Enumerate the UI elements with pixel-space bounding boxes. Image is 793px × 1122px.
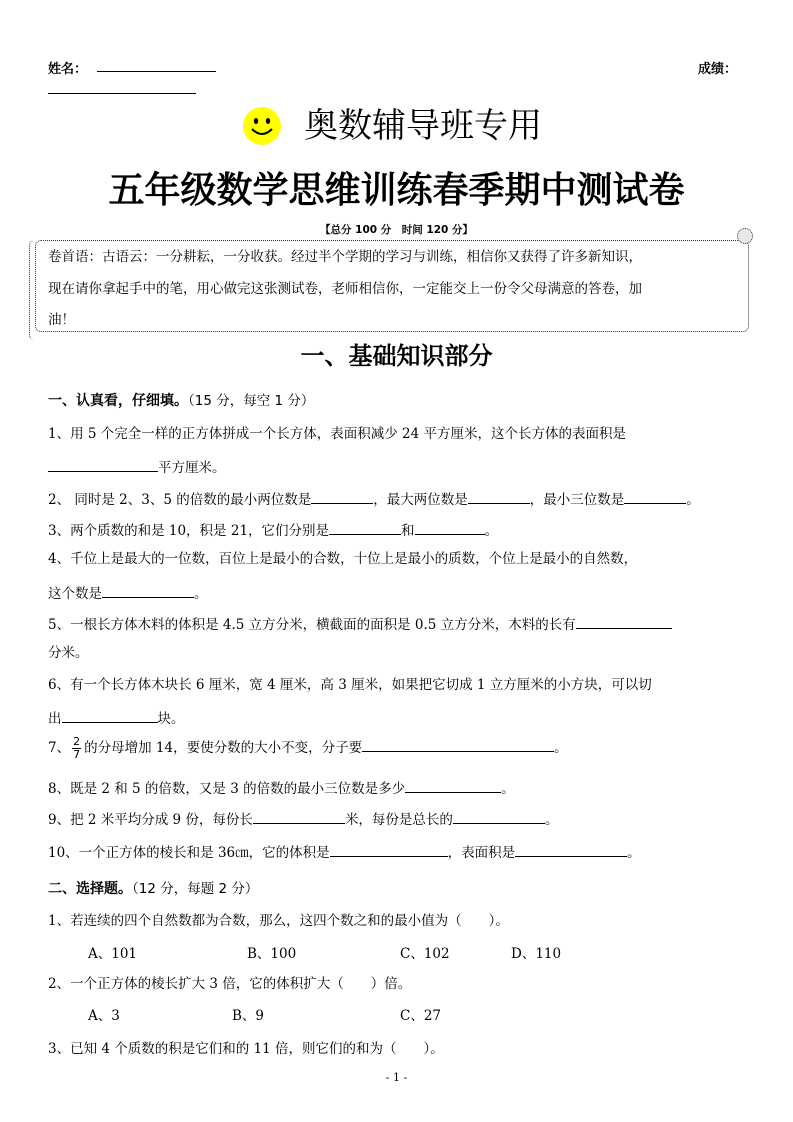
question-text: 7、 [48,740,71,756]
question-text: 。 [501,781,515,797]
option-2-1-a[interactable]: A、101 [88,946,138,962]
question-1-8 [48,777,515,798]
answer-blank[interactable] [415,519,485,535]
part-title: 一、基础知识部分 [300,341,493,370]
answer-blank[interactable] [330,841,448,857]
question-text: 这个数是 [48,586,102,602]
option-2-1-c[interactable]: C、102 [400,946,450,962]
question-1-5 [48,613,672,634]
answer-blank[interactable] [311,488,373,504]
preface-scroll-right-icon [737,228,753,244]
answer-blank[interactable] [329,519,401,535]
section1-points: （15 分，每空 1 分） [188,393,315,409]
page-number: - 1 - [385,1071,408,1084]
section1-heading-line [48,389,314,410]
question-2-3: 3、已知 4 个质数的积是它们和的 11 倍，则它们的和为（ ）。 [48,1041,444,1057]
question-text: 。 [627,845,641,861]
question-text: 。 [686,492,700,508]
question-text: 10、一个正方体的棱长和是 36㎝，它的体积是 [48,845,330,861]
question-text: ，最大两位数是 [373,492,468,508]
answer-blank[interactable] [515,841,627,857]
answer-blank[interactable] [362,736,554,752]
question-text: 2、 同时是 2、3、5 的倍数的最小两位数是 [48,492,312,508]
option-2-2-b[interactable]: B、9 [232,1008,265,1024]
answer-blank[interactable] [48,456,158,472]
question-1-7 [48,733,568,763]
question-2-1: 1、若连续的四个自然数都为合数，那么，这四个数之和的最小值为（ ）。 [48,913,509,929]
option-2-1-b[interactable]: B、100 [247,946,297,962]
section2-heading-line [48,877,258,898]
question-text: 的分母增加 14，要使分数的大小不变，分子要 [84,740,363,756]
question-2-2: 2、一个正方体的棱长扩大 3 倍，它的体积扩大（ ）倍。 [48,976,412,992]
answer-blank[interactable] [576,613,672,629]
question-1-1: 1、用 5 个完全一样的正方体拼成一个长方体，表面积减少 24 平方厘米，这个长方体的表面积是 [48,426,627,442]
name-label: 姓名： [48,62,88,77]
answer-blank[interactable] [453,808,545,824]
smiley-face-icon [242,106,282,146]
question-text: 。 [554,740,568,756]
question-1-6-cont [48,707,185,728]
option-2-1-d[interactable]: D、110 [511,946,562,962]
exam-meta: 【总分 100 分 时间 120 分】 [320,224,473,236]
fraction-two-sevenths [72,736,81,761]
question-text: 9、把 2 米平均分成 9 份，每份长 [48,812,253,828]
question-text: 。 [484,523,499,539]
banner-title: 奥数辅导班专用 [304,106,542,146]
question-text: ，最小三位数是 [529,492,625,508]
question-1-9 [48,808,558,829]
section2-points: （12 分，每题 2 分） [132,881,259,897]
preface-line-1: 卷首语：古语云：一分耕耘，一分收获。经过半个学期的学习与训练，相信你又获得了许多新知识， [48,249,642,265]
question-1-4: 4、千位上是最大的一位数，百位上是最小的合数，十位上是最小的质数，个位上是最小的自然数， [48,551,638,567]
question-1-3 [48,519,498,540]
answer-blank[interactable] [624,488,686,504]
section1-heading: 一、认真看，仔细填。 [48,393,188,409]
fraction-denominator: 7 [73,748,81,761]
question-text: 块。 [157,711,185,727]
score-label: 成绩： [698,62,738,77]
question-1-4-cont [48,582,208,603]
question-text: 5、一根长方体木料的体积是 4.5 立方分米，横截面的面积是 0.5 立方分米，木料的长有 [48,617,576,633]
question-text: 出 [48,711,62,727]
question-text: ，表面积是 [447,845,516,861]
unit-text: 平方厘米。 [158,460,226,476]
section2-heading: 二、选择题。 [48,881,132,897]
question-text: 。 [194,586,208,602]
score-field[interactable] [48,93,196,94]
question-text: 8、既是 2 和 5 的倍数，又是 3 的倍数的最小三位数是多少 [48,781,406,797]
name-field[interactable] [97,71,216,72]
question-text: 和 [401,523,415,539]
exam-title: 五年级数学思维训练春季期中测试卷 [108,169,685,211]
question-1-10 [48,841,641,862]
answer-blank[interactable] [62,707,158,723]
question-1-2 [48,488,700,509]
answer-blank[interactable] [253,808,345,824]
question-text: 。 [544,812,559,828]
question-1-1-cont [48,456,226,477]
preface-scroll-left [29,240,40,340]
answer-blank[interactable] [102,582,194,598]
question-text: 米，每份是总长的 [344,812,453,828]
fraction-numerator: 2 [73,735,81,748]
answer-blank[interactable] [468,488,530,504]
question-1-5-cont: 分米。 [48,645,89,661]
preface-line-3: 油！ [48,312,75,328]
option-2-2-c[interactable]: C、27 [400,1008,442,1024]
question-1-6: 6、有一个长方体木块长 6 厘米，宽 4 厘米，高 3 厘米，如果把它切成 1 立方厘米的小方块，可以切 [48,677,652,693]
question-text: 3、两个质数的和是 10，积是 21，它们分别是 [48,523,330,539]
answer-blank[interactable] [405,777,501,793]
preface-line-2: 现在请你拿起手中的笔，用心做完这张测试卷，老师相信你，一定能交上一份令父母满意的答卷，加 [48,281,642,297]
option-2-2-a[interactable]: A、3 [88,1008,120,1024]
